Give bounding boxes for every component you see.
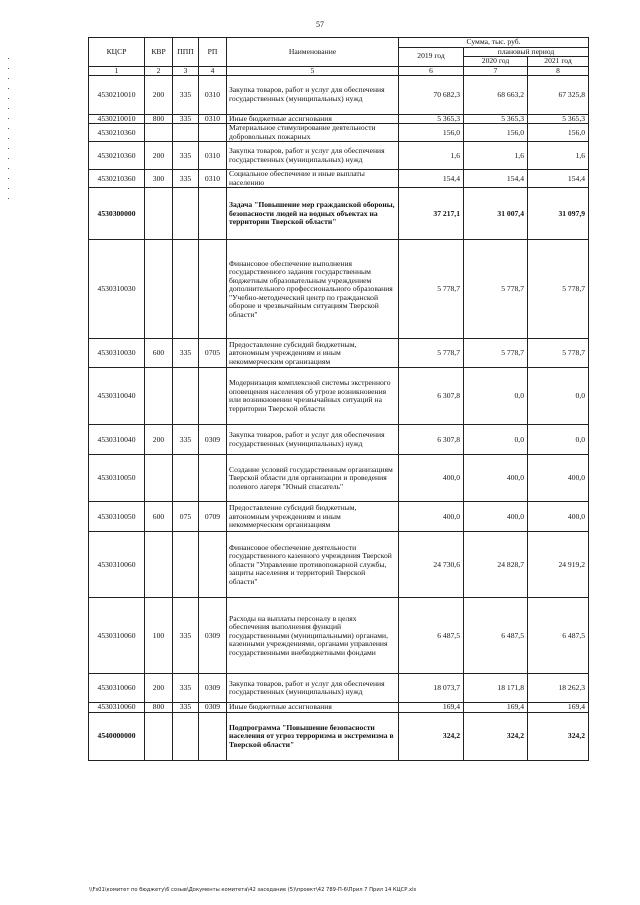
header-2021: 2021 год (528, 57, 589, 67)
amount-2019-cell: 5 778,7 (399, 240, 464, 339)
ppp-cell: 335 (173, 142, 199, 170)
amount-2019-cell: 5 778,7 (399, 339, 464, 368)
amount-2021-cell: 0,0 (528, 425, 589, 455)
amount-2021-cell: 169,4 (528, 703, 589, 713)
kvr-cell (145, 455, 173, 502)
header-kvr: КВР (145, 38, 173, 67)
amount-2021-cell: 24 919,2 (528, 532, 589, 598)
table-row (89, 170, 589, 188)
rp-cell (199, 532, 227, 598)
kvr-cell: 800 (145, 114, 173, 124)
name-cell: Создание условий государственным организациям Тверской области для организации и проведения полевого лагеря "Юный спасатель" (227, 455, 399, 502)
amount-2021-cell: 6 487,5 (528, 598, 589, 674)
ppp-cell (173, 368, 199, 425)
column-number: 4 (199, 66, 227, 75)
amount-2021-cell: 156,0 (528, 124, 589, 142)
table-row (89, 674, 589, 703)
table-row (89, 502, 589, 532)
table-row (89, 425, 589, 455)
kcsr-cell: 4530310050 (89, 502, 145, 532)
ppp-cell (173, 240, 199, 339)
name-cell: Закупка товаров, работ и услуг для обеспечения государственных (муниципальных) нужд (227, 425, 399, 455)
header-sum: Сумма, тыс. руб. (399, 38, 589, 48)
column-number: 5 (227, 66, 399, 75)
rp-cell: 0705 (199, 339, 227, 368)
header-rp: РП (199, 38, 227, 67)
kcsr-cell: 4530310060 (89, 703, 145, 713)
ppp-cell: 335 (173, 425, 199, 455)
amount-2020-cell: 24 828,7 (464, 532, 528, 598)
header-2020: 2020 год (464, 57, 528, 67)
ppp-cell: 335 (173, 598, 199, 674)
name-cell: Задача "Повышение мер гражданской обороны, безопасности людей на водных объектах на территории Тверской области" (227, 188, 399, 240)
table-row (89, 598, 589, 674)
ppp-cell (173, 532, 199, 598)
amount-2021-cell: 400,0 (528, 455, 589, 502)
kcsr-cell: 4530310030 (89, 240, 145, 339)
name-cell: Предоставление субсидий бюджетным, автономным учреждениям и иным некоммерческим организациям (227, 339, 399, 368)
ppp-cell: 335 (173, 339, 199, 368)
rp-cell: 0309 (199, 425, 227, 455)
amount-2019-cell: 400,0 (399, 502, 464, 532)
amount-2020-cell: 6 487,5 (464, 598, 528, 674)
name-cell: Финансовое обеспечение деятельности государственного казенного учреждения Тверской области "Управление противопожарной службы, защиты населения и территорий Тверской области" (227, 532, 399, 598)
kvr-cell: 200 (145, 142, 173, 170)
kvr-cell: 200 (145, 75, 173, 114)
amount-2020-cell: 400,0 (464, 502, 528, 532)
amount-2021-cell: 31 097,9 (528, 188, 589, 240)
amount-2019-cell: 324,2 (399, 712, 464, 760)
amount-2020-cell: 400,0 (464, 455, 528, 502)
amount-2020-cell: 5 365,3 (464, 114, 528, 124)
ppp-cell (173, 188, 199, 240)
budget-table (88, 37, 589, 761)
name-cell: Закупка товаров, работ и услуг для обеспечения государственных (муниципальных) нужд (227, 674, 399, 703)
amount-2020-cell: 154,4 (464, 170, 528, 188)
rp-cell: 0310 (199, 142, 227, 170)
amount-2021-cell: 400,0 (528, 502, 589, 532)
table-row (89, 455, 589, 502)
column-number: 3 (173, 66, 199, 75)
rp-cell (199, 368, 227, 425)
amount-2021-cell: 5 365,3 (528, 114, 589, 124)
amount-2020-cell: 18 171,8 (464, 674, 528, 703)
kvr-cell: 300 (145, 170, 173, 188)
name-cell: Социальное обеспечение и иные выплаты населению (227, 170, 399, 188)
rp-cell: 0310 (199, 114, 227, 124)
rp-cell: 0309 (199, 703, 227, 713)
kvr-cell (145, 188, 173, 240)
rp-cell: 0310 (199, 75, 227, 114)
kcsr-cell: 4530310050 (89, 455, 145, 502)
table-row (89, 339, 589, 368)
kvr-cell: 600 (145, 502, 173, 532)
amount-2021-cell: 5 778,7 (528, 339, 589, 368)
name-cell: Иные бюджетные ассигнования (227, 114, 399, 124)
amount-2019-cell: 6 487,5 (399, 598, 464, 674)
amount-2020-cell: 156,0 (464, 124, 528, 142)
rp-cell: 0310 (199, 170, 227, 188)
amount-2020-cell: 5 778,7 (464, 339, 528, 368)
page-number: 57 (316, 20, 324, 29)
rp-cell: 0709 (199, 502, 227, 532)
amount-2021-cell: 154,4 (528, 170, 589, 188)
table-row (89, 124, 589, 142)
amount-2020-cell: 31 007,4 (464, 188, 528, 240)
amount-2021-cell: 5 778,7 (528, 240, 589, 339)
table-row (89, 368, 589, 425)
rp-cell: 0309 (199, 674, 227, 703)
kcsr-cell: 4530310060 (89, 532, 145, 598)
ppp-cell (173, 712, 199, 760)
kcsr-cell: 4530210010 (89, 114, 145, 124)
table-row (89, 114, 589, 124)
name-cell: Закупка товаров, работ и услуг для обеспечения государственных (муниципальных) нужд (227, 142, 399, 170)
kvr-cell (145, 532, 173, 598)
kvr-cell: 200 (145, 674, 173, 703)
kvr-cell (145, 368, 173, 425)
table-header (89, 38, 589, 76)
margin-dots (8, 58, 10, 208)
header-2019: 2019 год (399, 47, 464, 66)
rp-cell (199, 455, 227, 502)
amount-2019-cell: 18 073,7 (399, 674, 464, 703)
kcsr-cell: 4530210360 (89, 124, 145, 142)
amount-2019-cell: 37 217,1 (399, 188, 464, 240)
ppp-cell: 075 (173, 502, 199, 532)
ppp-cell (173, 455, 199, 502)
amount-2020-cell: 169,4 (464, 703, 528, 713)
rp-cell (199, 240, 227, 339)
amount-2020-cell: 68 663,2 (464, 75, 528, 114)
column-number: 8 (528, 66, 589, 75)
amount-2021-cell: 0,0 (528, 368, 589, 425)
table-row (89, 188, 589, 240)
rp-cell (199, 188, 227, 240)
kcsr-cell: 4540000000 (89, 712, 145, 760)
rp-cell (199, 712, 227, 760)
amount-2019-cell: 5 365,3 (399, 114, 464, 124)
amount-2019-cell: 156,0 (399, 124, 464, 142)
name-cell: Финансовое обеспечение выполнения государственного задания государственным бюджетным образовательным учреждением дополнительного профессионального образования "Учебно-методический центр по гражданской обороне и чрезвычайным ситуациям Тверской области" (227, 240, 399, 339)
table-row (89, 75, 589, 114)
amount-2020-cell: 5 778,7 (464, 240, 528, 339)
amount-2021-cell: 324,2 (528, 712, 589, 760)
kcsr-cell: 4530310060 (89, 598, 145, 674)
amount-2020-cell: 0,0 (464, 368, 528, 425)
kvr-cell: 100 (145, 598, 173, 674)
kvr-cell (145, 240, 173, 339)
amount-2020-cell: 0,0 (464, 425, 528, 455)
table-row (89, 712, 589, 760)
amount-2019-cell: 70 682,3 (399, 75, 464, 114)
amount-2020-cell: 1,6 (464, 142, 528, 170)
amount-2019-cell: 154,4 (399, 170, 464, 188)
column-number: 7 (464, 66, 528, 75)
column-number: 1 (89, 66, 145, 75)
kcsr-cell: 4530210360 (89, 170, 145, 188)
table-row (89, 703, 589, 713)
ppp-cell: 335 (173, 703, 199, 713)
column-number-row (89, 66, 589, 75)
table-row (89, 240, 589, 339)
table-row (89, 142, 589, 170)
name-cell: Материальное стимулирование деятельности добровольных пожарных (227, 124, 399, 142)
ppp-cell: 335 (173, 75, 199, 114)
file-path-footer: \\Fs01\комитет по бюджету\6 созыв\Документы комитета\42 заседание (5)\проект\42 789-П-6\Прил 7 Прил 14 КЦСР.xls (89, 887, 417, 893)
kcsr-cell: 4530210010 (89, 75, 145, 114)
ppp-cell: 335 (173, 674, 199, 703)
amount-2019-cell: 6 307,8 (399, 425, 464, 455)
column-number: 2 (145, 66, 173, 75)
name-cell: Закупка товаров, работ и услуг для обеспечения государственных (муниципальных) нужд (227, 75, 399, 114)
header-name: Наименование (227, 38, 399, 67)
header-ppp: ППП (173, 38, 199, 67)
rp-cell: 0309 (199, 598, 227, 674)
ppp-cell (173, 124, 199, 142)
kcsr-cell: 4530310040 (89, 368, 145, 425)
name-cell: Подпрограмма "Повышение безопасности населения от угроз терроризма и экстремизма в Тверской области" (227, 712, 399, 760)
header-planned-period: плановый период (464, 47, 589, 57)
header-kcsr: КЦСР (89, 38, 145, 67)
name-cell: Предоставление субсидий бюджетным, автономным учреждениям и иным некоммерческим организациям (227, 502, 399, 532)
amount-2019-cell: 24 730,6 (399, 532, 464, 598)
table-body (89, 75, 589, 760)
name-cell: Модернизация комплексной системы экстренного оповещения населения об угрозе возникновения или возникновении чрезвычайных ситуаций на территории Тверской области (227, 368, 399, 425)
table-row (89, 532, 589, 598)
name-cell: Расходы на выплаты персоналу в целях обеспечения выполнения функций государственными (муниципальными) органами, казенными учреждениями, органами управления государственными внебюджетными фондами (227, 598, 399, 674)
column-number: 6 (399, 66, 464, 75)
amount-2019-cell: 1,6 (399, 142, 464, 170)
amount-2019-cell: 6 307,8 (399, 368, 464, 425)
amount-2021-cell: 67 325,8 (528, 75, 589, 114)
amount-2021-cell: 1,6 (528, 142, 589, 170)
kcsr-cell: 4530310030 (89, 339, 145, 368)
amount-2020-cell: 324,2 (464, 712, 528, 760)
kvr-cell: 800 (145, 703, 173, 713)
kcsr-cell: 4530310040 (89, 425, 145, 455)
amount-2021-cell: 18 262,3 (528, 674, 589, 703)
kvr-cell: 600 (145, 339, 173, 368)
kcsr-cell: 4530310060 (89, 674, 145, 703)
amount-2019-cell: 400,0 (399, 455, 464, 502)
name-cell: Иные бюджетные ассигнования (227, 703, 399, 713)
ppp-cell: 335 (173, 114, 199, 124)
kvr-cell: 200 (145, 425, 173, 455)
ppp-cell: 335 (173, 170, 199, 188)
rp-cell (199, 124, 227, 142)
kvr-cell (145, 712, 173, 760)
kcsr-cell: 4530210360 (89, 142, 145, 170)
kvr-cell (145, 124, 173, 142)
kcsr-cell: 4530300000 (89, 188, 145, 240)
amount-2019-cell: 169,4 (399, 703, 464, 713)
